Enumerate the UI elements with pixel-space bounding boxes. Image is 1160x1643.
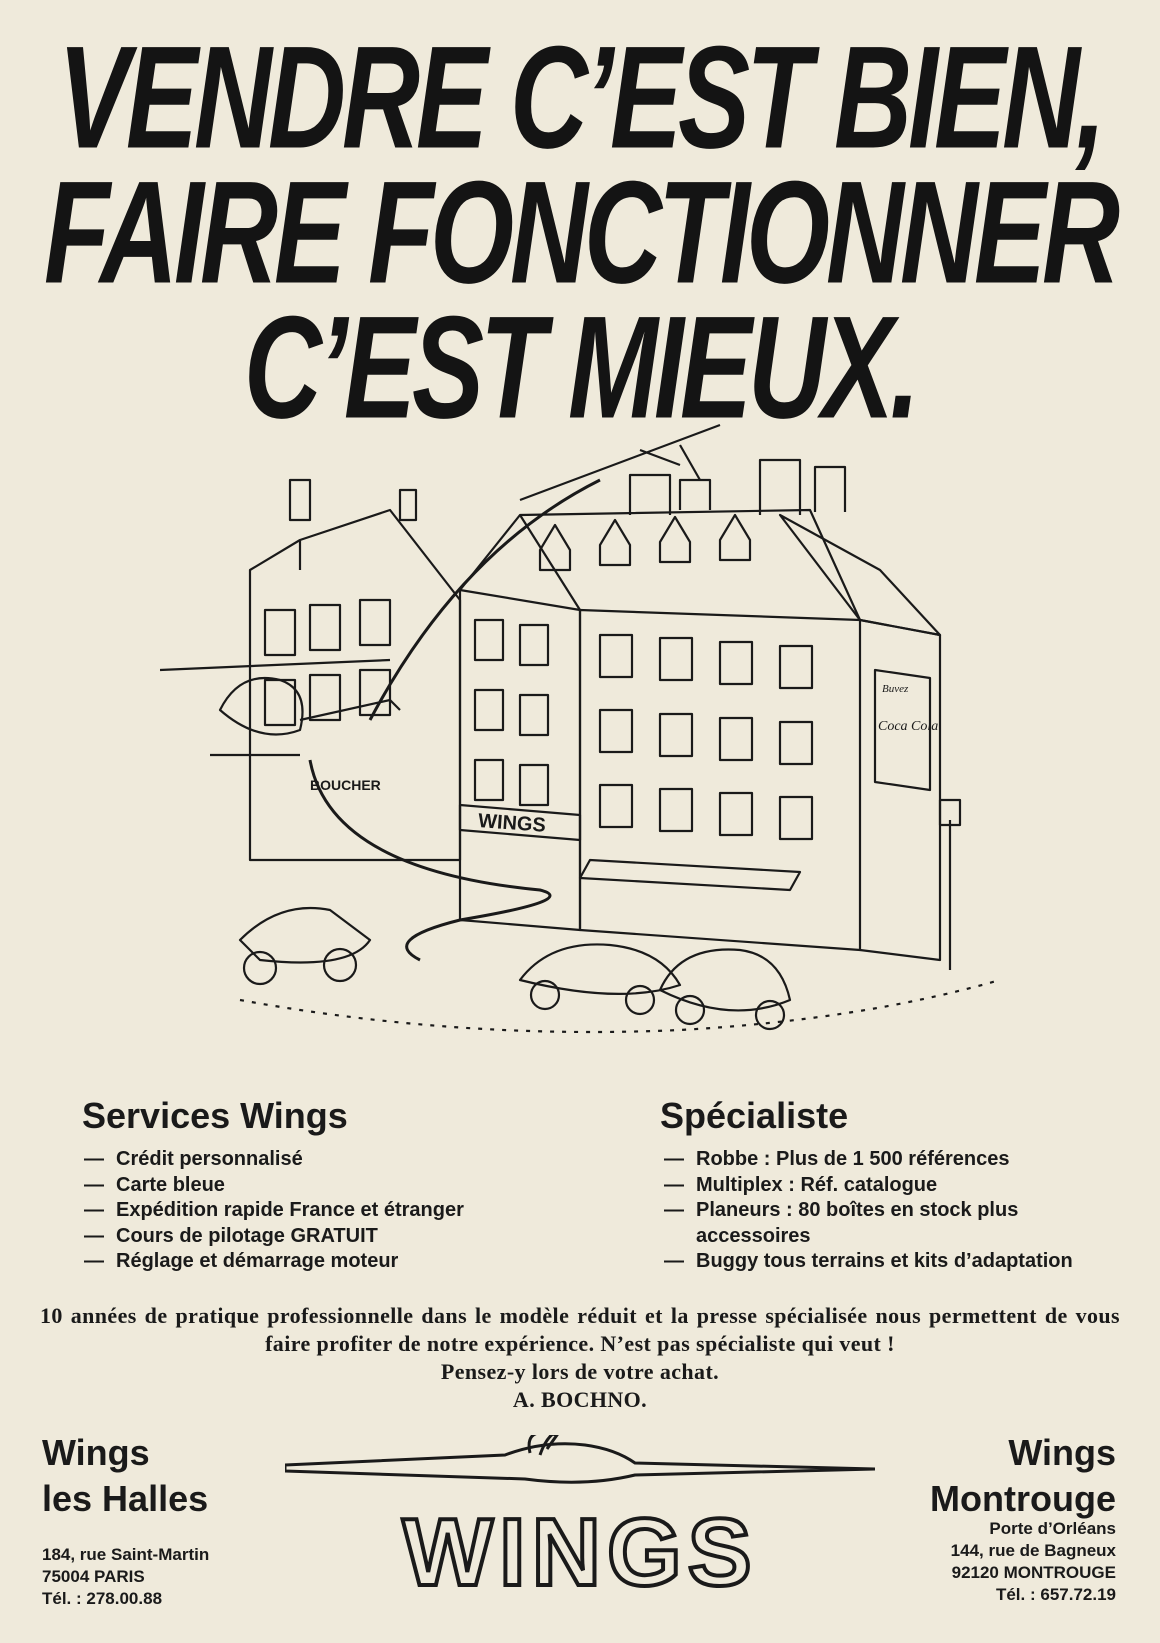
list-item: — Multiplex : Réf. catalogue [664, 1173, 1094, 1199]
services-title: Services Wings [82, 1095, 348, 1136]
store-left-phone: Tél. : 278.00.88 [42, 1589, 163, 1608]
store-left-address1: 184, rue Saint-Martin [42, 1545, 210, 1564]
services-list [84, 1147, 604, 1275]
logo-plane-icon [285, 1444, 875, 1482]
store-right-name [930, 1430, 1116, 1522]
store-left-name-line1: Wings [42, 1432, 150, 1473]
shop-sign: WINGS [477, 810, 547, 837]
store-right-address [951, 1518, 1116, 1606]
store-left-address2: 75004 PARIS [42, 1567, 145, 1586]
list-item: — Carte bleue [84, 1173, 604, 1199]
list-item: — Réglage et démarrage moteur [84, 1249, 604, 1275]
message [40, 1302, 1120, 1414]
store-right-address2: 92120 MONTROUGE [951, 1563, 1116, 1582]
message-text: 10 années de pratique professionnelle dans le modèle réduit et la presse spécialisée nous permettent de vous faire profiter de notre expérience. N’est pas spécialiste qui veut ! [40, 1303, 1120, 1356]
list-item: — Cours de pilotage GRATUIT [84, 1224, 604, 1250]
list-item: — Expédition rapide France et étranger [84, 1198, 604, 1224]
specialist-title: Spécialiste [660, 1095, 849, 1136]
list-item: — Crédit personnalisé [84, 1147, 604, 1173]
store-right-name-line1: Wings [1008, 1432, 1116, 1473]
butcher-sign: BOUCHER [310, 777, 381, 793]
list-item: — Buggy tous terrains et kits d’adaptation [664, 1249, 1094, 1275]
store-left-name [42, 1430, 208, 1522]
poster-brand: Coca Cola [878, 719, 939, 734]
headline-line-2: FAIRE FONCTIONNER [43, 150, 1116, 314]
headline-line-3: C’EST MIEUX. [243, 285, 917, 449]
store-right-address0: Porte d’Orléans [989, 1519, 1116, 1538]
headline-line-1: VENDRE C’EST BIEN, [57, 15, 1103, 179]
store-left-address [42, 1544, 209, 1610]
store-right-address1: 144, rue de Bagneux [950, 1541, 1116, 1560]
store-right-phone: Tél. : 657.72.19 [995, 1585, 1116, 1604]
headline [0, 15, 1160, 449]
message-signature: A. BOCHNO. [512, 1387, 648, 1412]
wings-logo [285, 1435, 875, 1605]
store-left-name-line2: les Halles [42, 1478, 209, 1519]
store-right-name-line2: Montrouge [930, 1478, 1116, 1519]
message-closing: Pensez-y lors de votre achat. [440, 1359, 720, 1384]
street-illustration [160, 420, 1000, 1080]
specialist-list [664, 1147, 1094, 1275]
list-item: — Planeurs : 80 boîtes en stock plus accessoires [664, 1198, 1094, 1249]
logo-text: WINGS [402, 1499, 758, 1605]
list-item: — Robbe : Plus de 1 500 références [664, 1147, 1094, 1173]
poster-top: Buvez [882, 683, 909, 695]
